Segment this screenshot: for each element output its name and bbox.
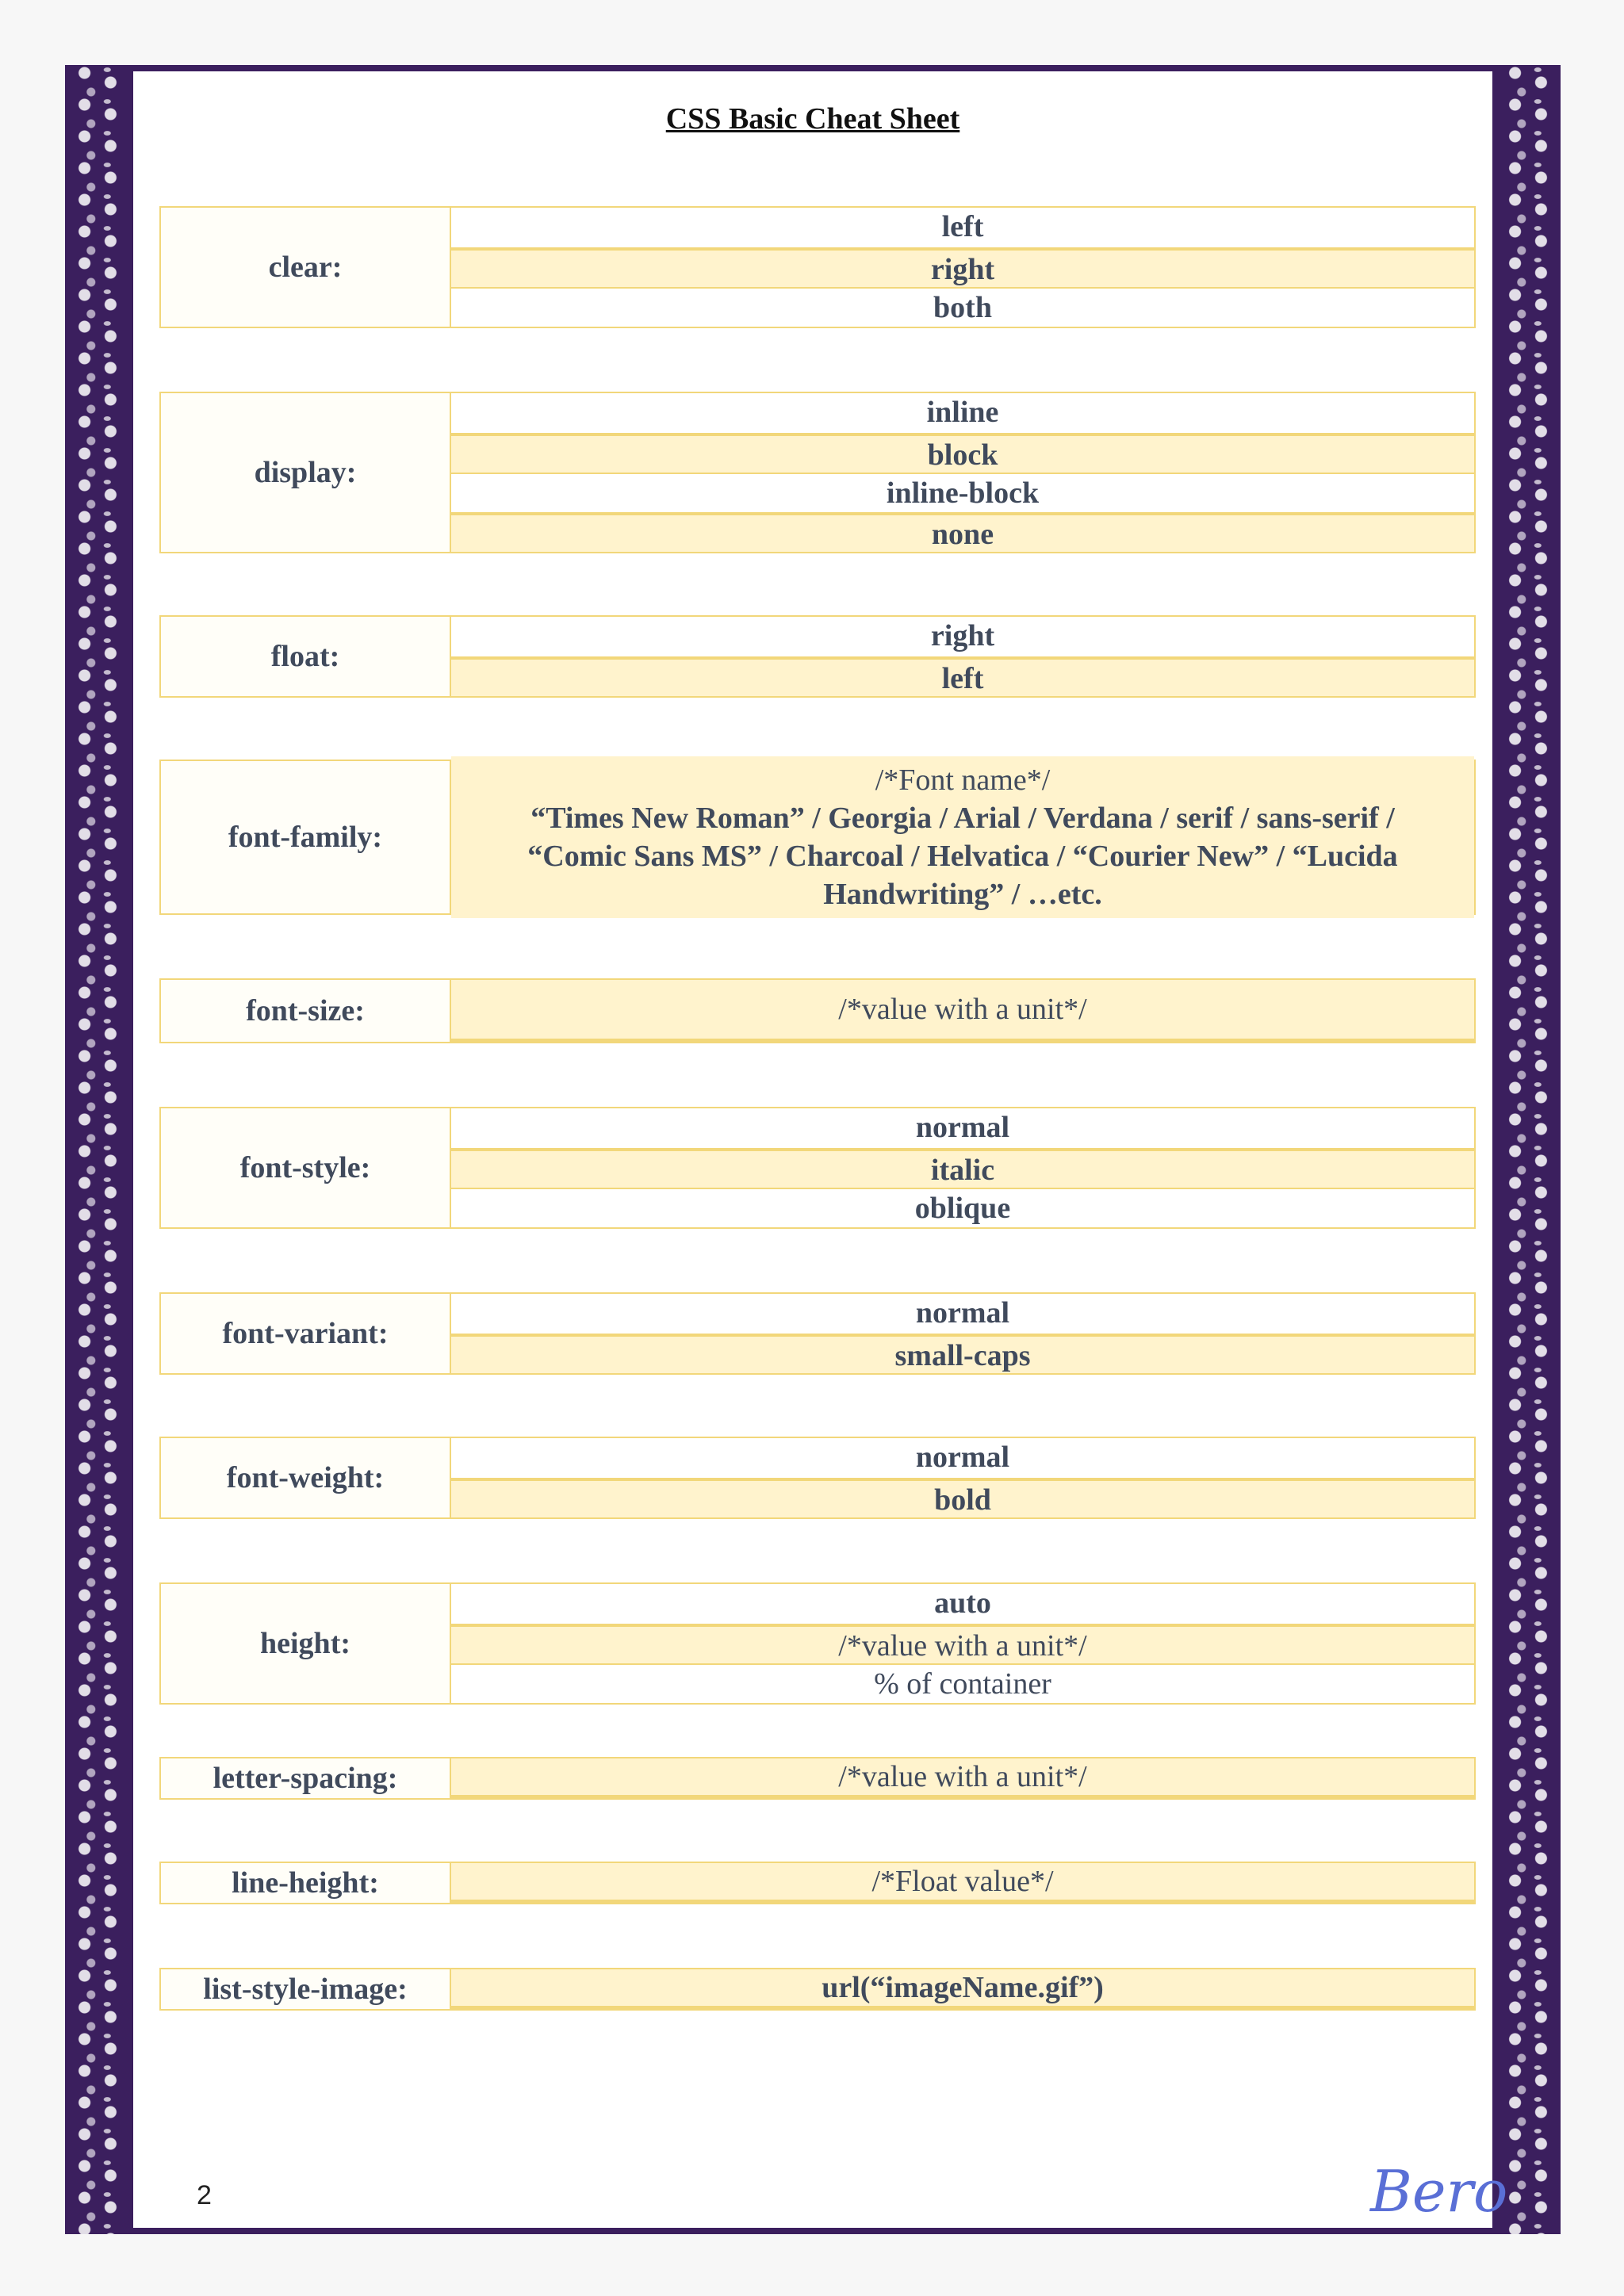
value-cell: oblique [451, 1188, 1474, 1227]
bero-logo: Bero [1370, 2158, 1508, 2225]
property-name: list-style-image: [161, 1969, 451, 2009]
decorative-frame [65, 65, 1561, 2234]
property-values [451, 617, 1474, 696]
value-cell: block [451, 433, 1474, 473]
value-cell: normal [915, 1111, 1010, 1144]
property-name: line-height: [161, 1863, 451, 1903]
property-values [451, 761, 1474, 913]
property-table-font-variant [159, 1292, 1476, 1375]
page-number: 2 [197, 2180, 212, 2210]
property-values [451, 1584, 1474, 1703]
value-cell: right [930, 619, 995, 652]
page [133, 71, 1508, 2228]
value-cell: /*value with a unit*/ [451, 980, 1474, 1042]
property-values [451, 393, 1474, 552]
property-table-font-weight [159, 1437, 1476, 1519]
property-name: font-variant: [161, 1294, 451, 1373]
value-cell: both [451, 287, 1474, 327]
floral-border-right [1496, 65, 1561, 2234]
property-values [451, 208, 1474, 327]
font-family-note: /*Font name*/ [875, 763, 1051, 797]
property-values [451, 1438, 1474, 1517]
value-cell: right [451, 247, 1474, 287]
value-cell: normal [915, 1296, 1010, 1330]
value-cell: inline [926, 396, 999, 429]
value-cell [451, 756, 1474, 918]
property-table-height [159, 1582, 1476, 1705]
value-cell: auto [934, 1586, 991, 1620]
property-name: font-family: [161, 761, 451, 913]
property-values [451, 1863, 1474, 1903]
property-table-letter-spacing [159, 1757, 1476, 1800]
property-name: clear: [161, 208, 451, 327]
property-name: float: [161, 617, 451, 696]
property-values [451, 1108, 1474, 1227]
property-name: font-weight: [161, 1438, 451, 1517]
property-values [451, 1758, 1474, 1798]
property-table-list-style-image [159, 1968, 1476, 2011]
value-cell: small-caps [451, 1334, 1474, 1373]
property-table-font-style [159, 1107, 1476, 1229]
value-cell: url(“imageName.gif”) [451, 1969, 1474, 2009]
value-cell: /*Float value*/ [451, 1863, 1474, 1903]
property-name: font-style: [161, 1108, 451, 1227]
property-table-display [159, 392, 1476, 553]
property-table-float [159, 615, 1476, 698]
property-values [451, 980, 1474, 1042]
property-name: display: [161, 393, 451, 552]
value-cell: % of container [451, 1663, 1474, 1703]
property-table-font-family [159, 760, 1476, 915]
floral-border-left [65, 65, 130, 2234]
font-family-list: “Times New Roman” / Georgia / Arial / Verdana / serif / sans-serif / “Comic Sans MS” / Charcoal / Helvatica / “Courier New” / “Lucida Handwriting” / …etc. [527, 802, 1398, 911]
property-table-line-height [159, 1862, 1476, 1904]
value-cell: bold [451, 1478, 1474, 1517]
property-values [451, 1969, 1474, 2009]
value-cell: /*value with a unit*/ [451, 1758, 1474, 1798]
value-cell: left [941, 210, 984, 243]
value-cell: italic [451, 1148, 1474, 1188]
property-name: letter-spacing: [161, 1758, 451, 1798]
value-cell: /*value with a unit*/ [451, 1624, 1474, 1663]
property-name: font-size: [161, 980, 451, 1042]
page-title: CSS Basic Cheat Sheet [665, 102, 960, 136]
value-cell: none [451, 512, 1474, 552]
property-table-font-size [159, 978, 1476, 1043]
property-table-clear [159, 206, 1476, 328]
value-cell: left [451, 656, 1474, 696]
value-cell: normal [915, 1441, 1010, 1474]
property-name: height: [161, 1584, 451, 1703]
value-cell: inline-block [451, 473, 1474, 512]
property-values [451, 1294, 1474, 1373]
